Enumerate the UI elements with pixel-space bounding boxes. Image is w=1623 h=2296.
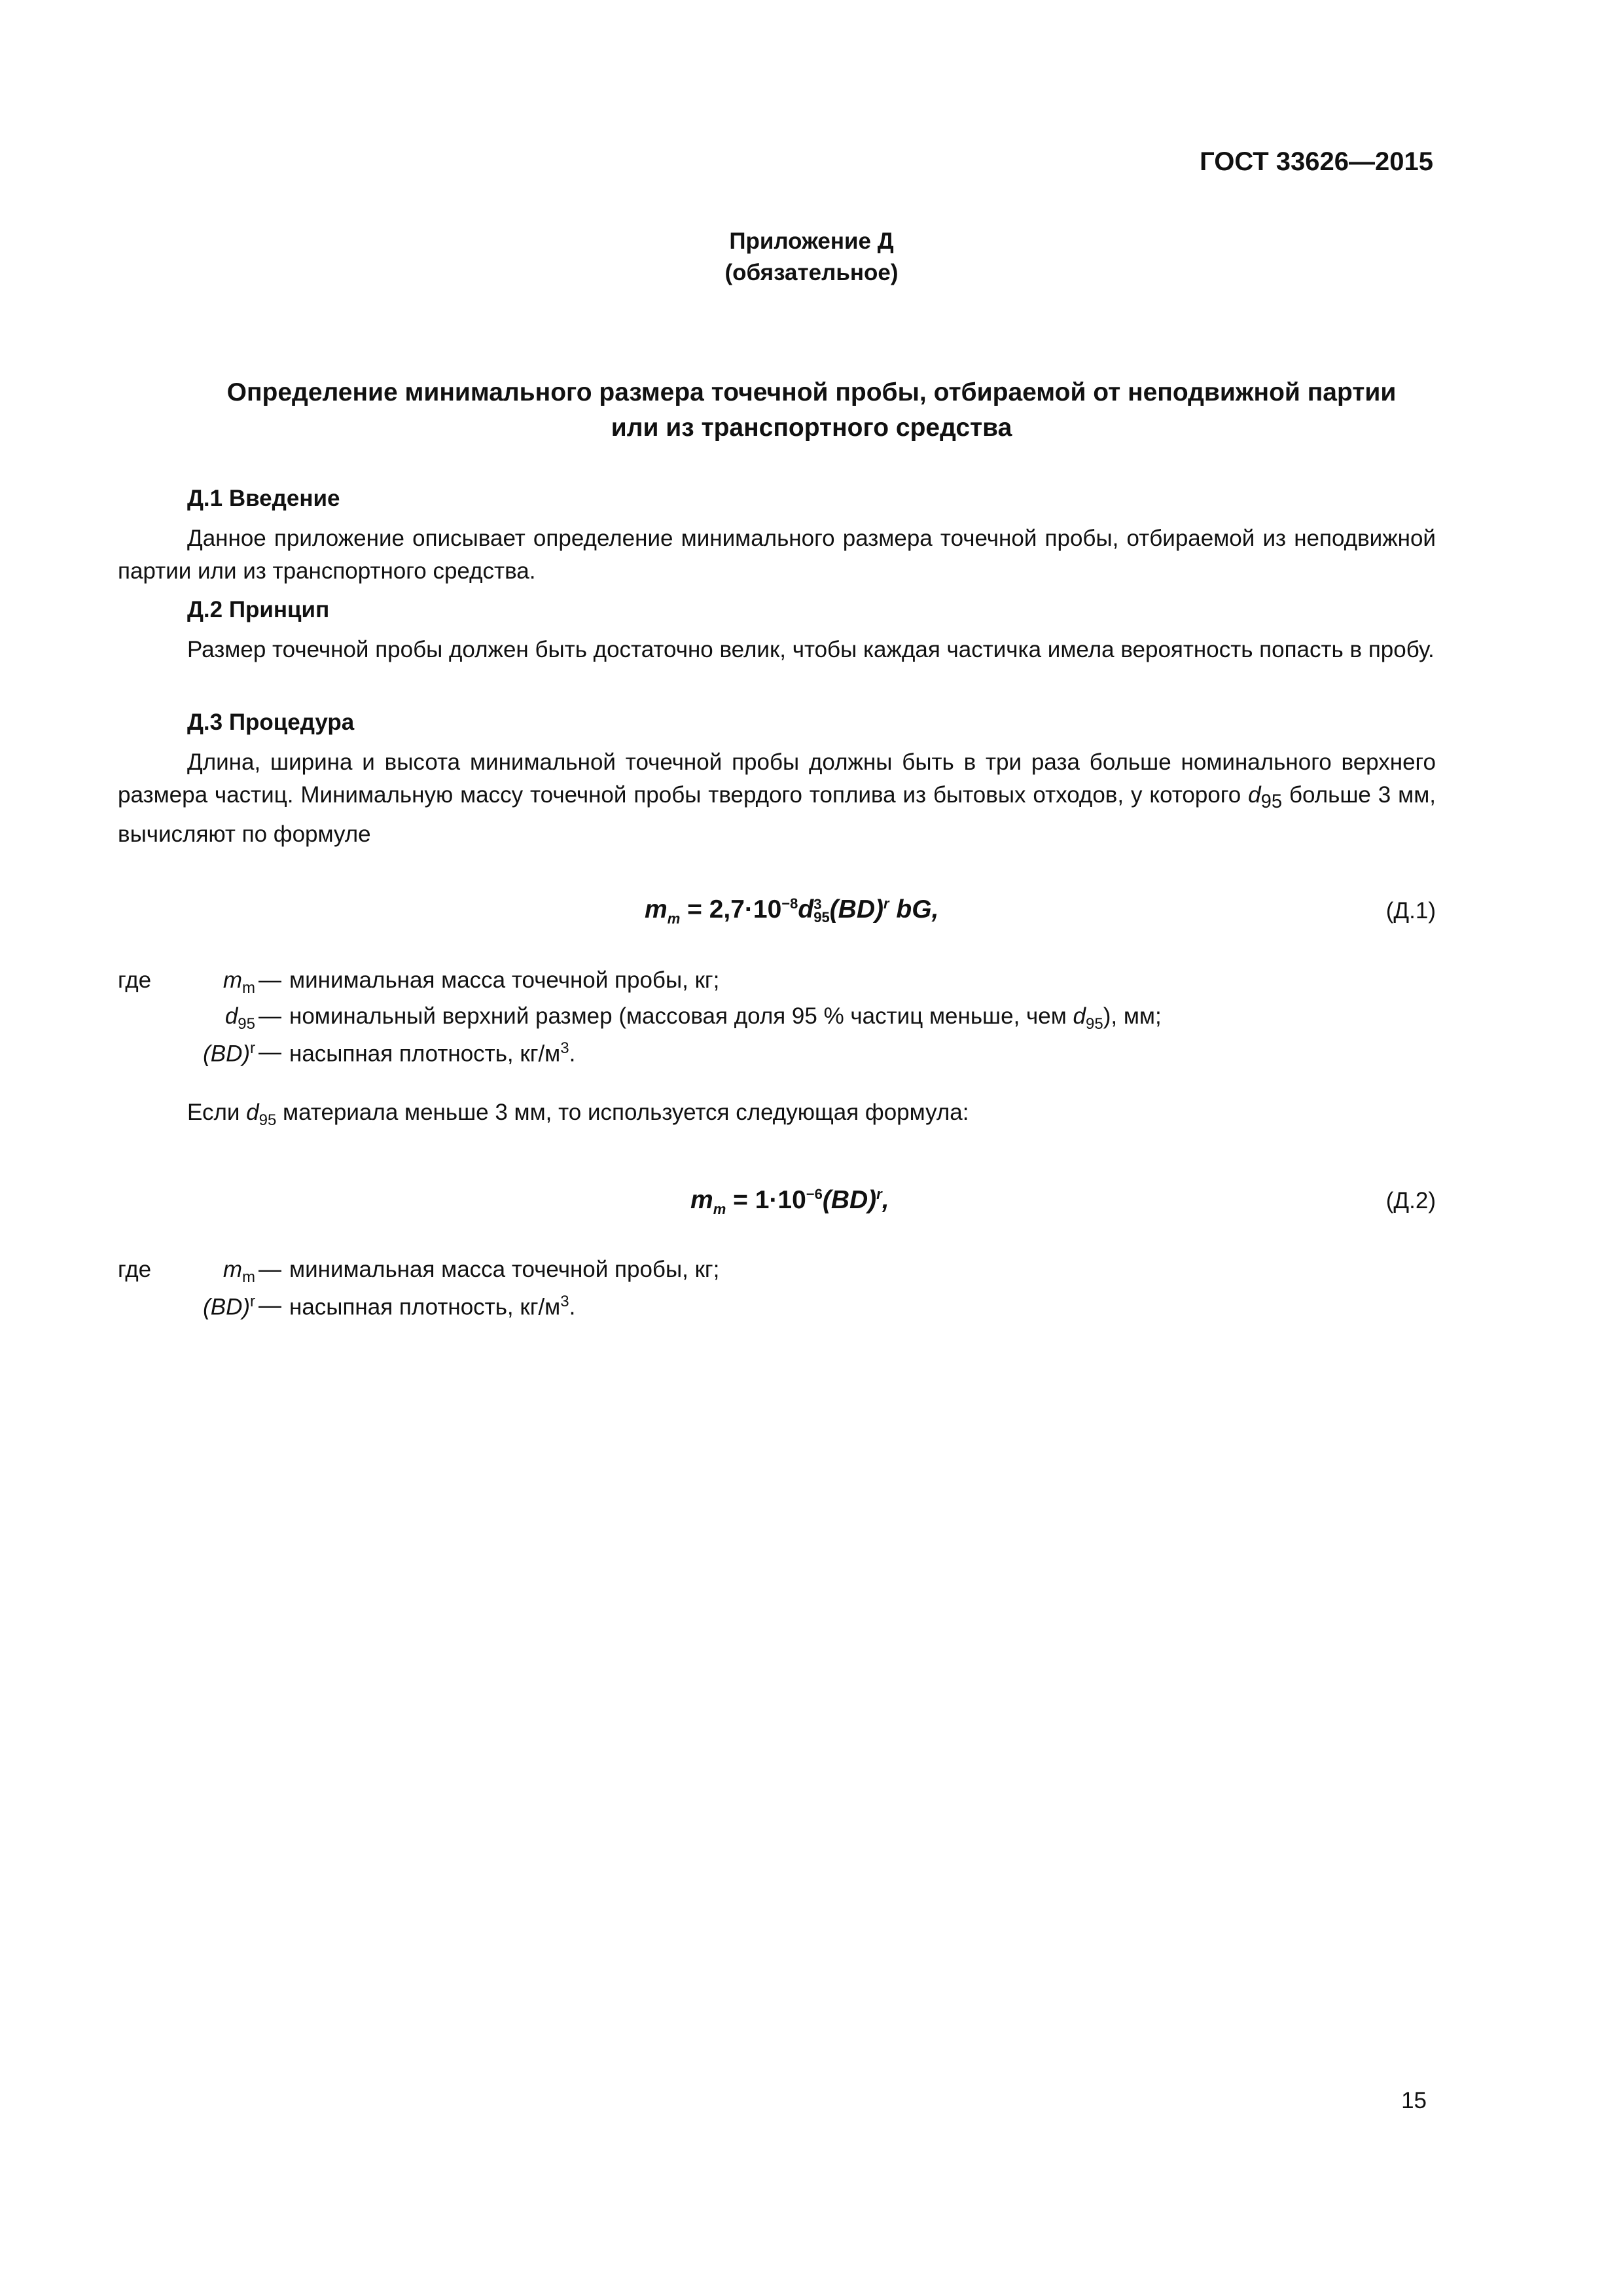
where-definition: номинальный верхний размер (массовая доля 95 % частиц меньше, чем $d_{95}$), мм; [289, 1003, 1162, 1033]
formula-d1-d-indices [813, 895, 830, 925]
annex-heading-line-1: Определение минимального размера точечной пробы, отбираемой от неподвижной партии [226, 378, 1397, 406]
condition-var-sub: 95 [259, 1111, 277, 1129]
where-intro-1: где [118, 967, 152, 993]
where-definition: насыпная плотность, $кг/м^3$. [289, 1293, 576, 1320]
where-dash: — [259, 1293, 281, 1318]
where-item [118, 1257, 1361, 1289]
formula-d1-exponent: −8 [781, 895, 798, 912]
formula-d2-bd: (BD) [822, 1186, 877, 1214]
page-number: 15 [1401, 2088, 1427, 2113]
where-symbol: $m_m$ [223, 967, 255, 997]
where-symbol: (BD)$^r$ [203, 1293, 255, 1320]
condition-paragraph [187, 1100, 969, 1130]
formula-d2 [690, 1186, 889, 1218]
standard-designation: ГОСТ 33626—2015 [1200, 147, 1433, 176]
annex-heading-line-2: или из транспортного средства [611, 414, 1012, 442]
formula-d2-bd-sup: r [876, 1186, 882, 1202]
section-text-d2-content: Размер точечной пробы должен быть достаточно велик, чтобы каждая частичка имела вероятность попасть в пробу. [187, 637, 1435, 662]
where-definition: насыпная плотность, $кг/м^3$. [289, 1039, 576, 1067]
formula-d2-tail: , [882, 1186, 889, 1214]
formula-d2-lhs-sub: m [713, 1200, 726, 1217]
annex-title: Приложение Д [729, 228, 894, 254]
equation-number-d1: (Д.1) [1385, 898, 1436, 924]
section-text-d1-content: Данное приложение описывает определение минимального размера точечной пробы, отбираемой из неподвижной партии или из транспортного средства. [118, 526, 1436, 584]
where-symbol: $d_{95}$ [224, 1003, 255, 1033]
annex-title-block [0, 226, 1623, 289]
formula-d1-lhs-sub: m [667, 910, 681, 927]
section-text-d3-part-1: Длина, ширина и высота минимальной точечной пробы должны быть в три раза больше номинального верхнего размера частиц. Минимальную массу точечной пробы твердого топлива из бытовых отходов, у которого [118, 749, 1436, 808]
formula-d1-bd-sup: r [883, 895, 889, 912]
section-text-d3 [118, 746, 1436, 851]
where-item [118, 967, 1361, 1000]
where-list-2 [118, 1257, 1361, 1329]
formula-d2-coefficient: = 1·10 [726, 1186, 806, 1214]
section-title-d2: Д.2 Принцип [187, 597, 330, 622]
where-dash: — [259, 1257, 281, 1282]
where-list-1 [118, 967, 1361, 1079]
condition-part-1: Если [187, 1100, 247, 1125]
var-d: d [1248, 782, 1261, 808]
where-item [118, 1293, 1361, 1325]
where-intro-2: где [118, 1257, 152, 1282]
where-symbol: $m_m$ [223, 1257, 255, 1286]
condition-part-2: материала меньше 3 мм, то используется следующая формула: [276, 1100, 969, 1125]
formula-d2-exponent: −6 [806, 1186, 823, 1202]
where-dash: — [259, 1039, 281, 1065]
section-title-d1: Д.1 Введение [187, 486, 340, 511]
where-item [118, 1039, 1361, 1072]
formula-d2-lhs: m [690, 1186, 713, 1214]
where-definition: минимальная масса точечной пробы, кг; [289, 1257, 720, 1282]
where-item [118, 1003, 1361, 1036]
formula-d1-bd: (BD) [829, 895, 883, 924]
section-title-d3: Д.3 Процедура [187, 709, 355, 735]
formula-d1-lhs: m [645, 895, 668, 924]
formula-d1-d-sub: 95 [813, 908, 830, 925]
formula-d1-d-sup: 3 [813, 895, 822, 912]
annex-heading [118, 375, 1505, 446]
section-text-d2 [118, 634, 1436, 666]
where-symbol: (BD)$^r$ [203, 1039, 255, 1067]
annex-status: (обязательное) [724, 260, 899, 285]
var-d-subscript: 95 [1260, 791, 1283, 812]
where-definition: минимальная масса точечной пробы, кг; [289, 967, 720, 993]
condition-var: d [246, 1100, 259, 1125]
formula-d1-tail: bG, [896, 895, 939, 924]
where-dash: — [259, 1003, 281, 1029]
formula-d1 [645, 895, 938, 927]
section-text-d3-part-2: больше 3 мм, вычисляют по формуле [118, 782, 1436, 847]
formula-d1-coefficient: = 2,7·10 [680, 895, 782, 924]
formula-d1-d: d [798, 895, 814, 924]
equation-number-d2: (Д.2) [1385, 1188, 1436, 1213]
section-text-d1 [118, 522, 1436, 588]
where-dash: — [259, 967, 281, 993]
